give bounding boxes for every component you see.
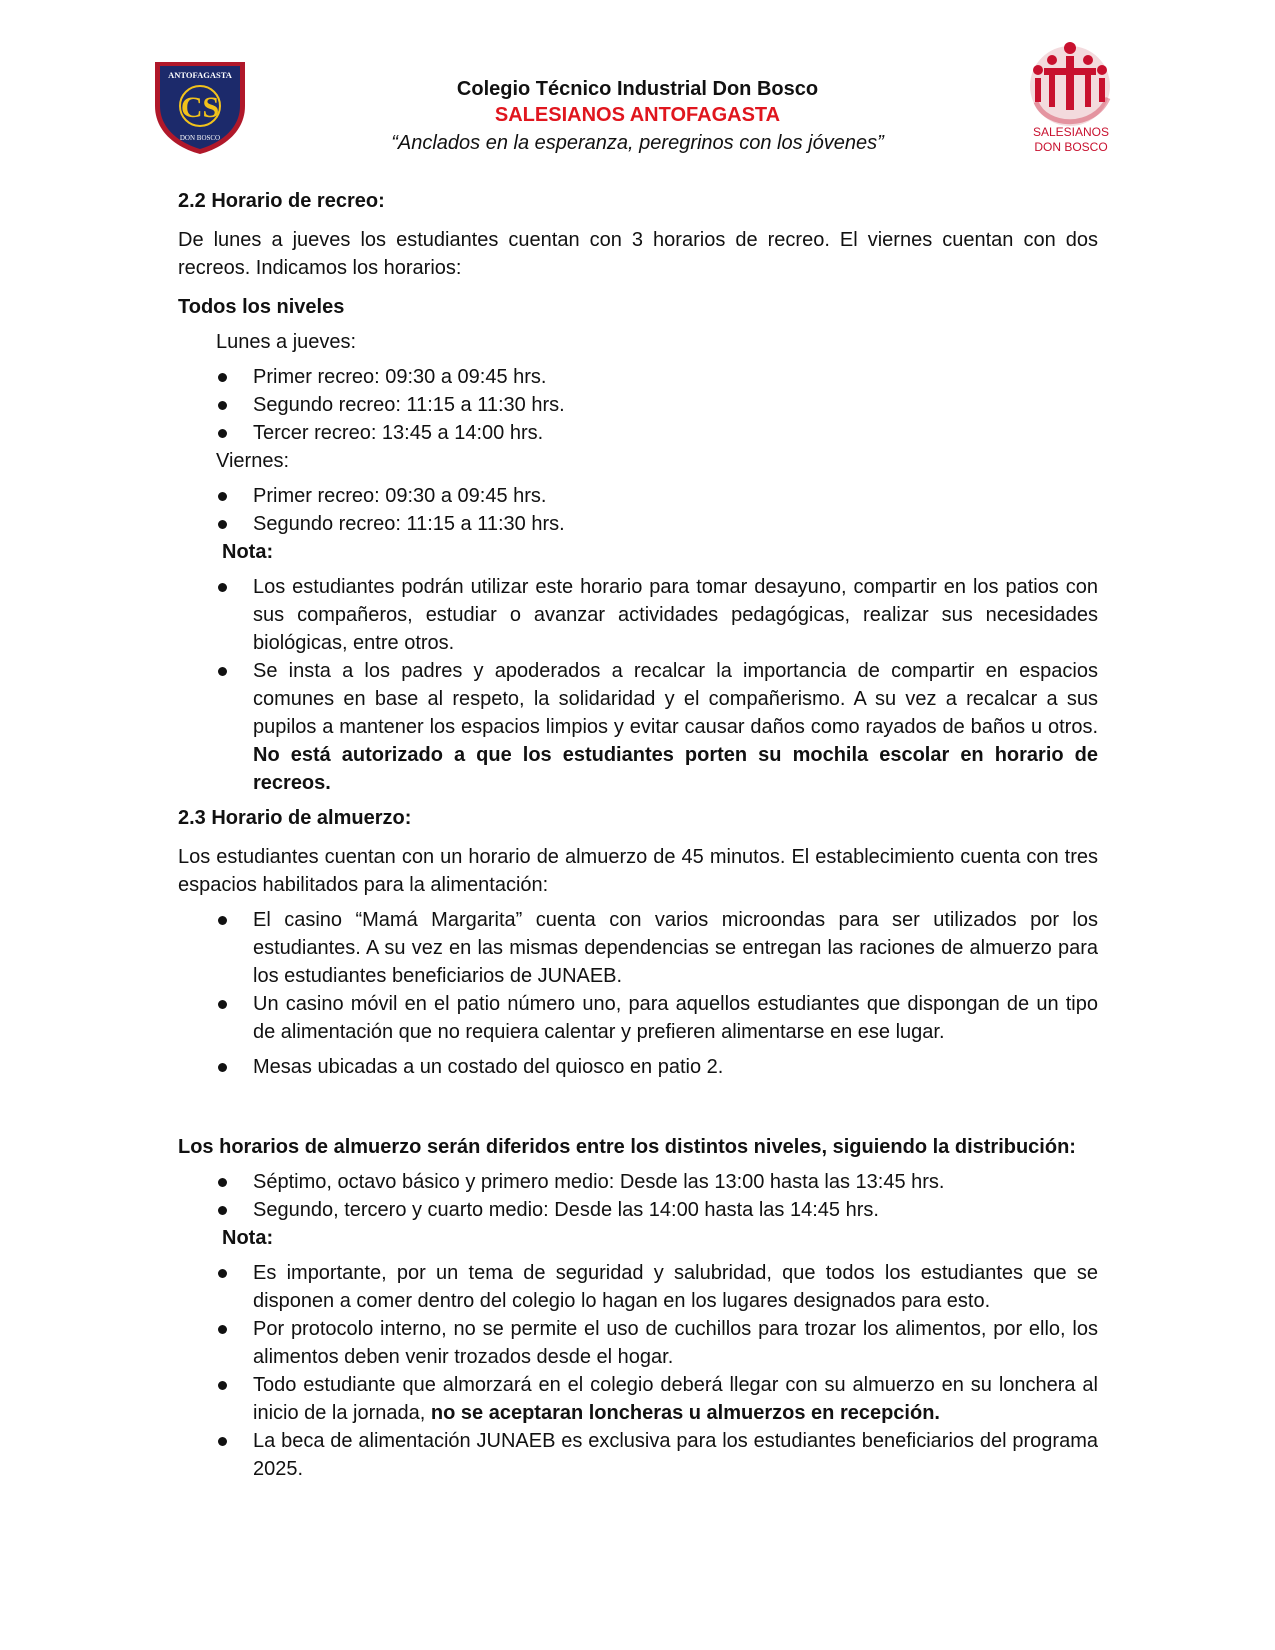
bullet-icon: [218, 520, 227, 529]
school-subtitle: SALESIANOS ANTOFAGASTA: [494, 104, 781, 126]
section-heading-recreo: 2.2 Horario de recreo:: [178, 190, 385, 212]
section-heading-almuerzo: 2.3 Horario de almuerzo:: [178, 807, 412, 829]
bullet-icon: [218, 916, 227, 925]
list-item: Mesas ubicadas a un costado del quiosco en patio 2.: [178, 1053, 1098, 1081]
document-body: [178, 187, 1098, 1483]
list-item: La beca de alimentación JUNAEB es exclusiva para los estudiantes beneficiarios del programa 2025.: [178, 1427, 1098, 1483]
mon-thu-list: [178, 363, 1098, 447]
eating-spaces-list: [178, 906, 1098, 1081]
almuerzo-intro: Los estudiantes cuentan con un horario de almuerzo de 45 minutos. El establecimiento cuenta con tres espacios habilitados para la alimentación:: [178, 846, 1098, 896]
list-item: Todo estudiante que almorzará en el colegio deberá llegar con su almuerzo en su lonchera al inicio de la jornada, no se aceptaran loncheras u almuerzos en recepción.: [178, 1371, 1098, 1427]
salesianos-logo: [1016, 40, 1126, 160]
bullet-icon: [218, 1178, 227, 1187]
list-item: Es importante, por un tema de seguridad y salubridad, que todos los estudiantes que se disponen a comer dentro del colegio lo hagan en los lugares designados para esto.: [178, 1259, 1098, 1315]
all-levels-label: Todos los niveles: [178, 296, 345, 318]
list-item: El casino “Mamá Margarita” cuenta con varios microondas para ser utilizados por los estudiantes. A su vez en las mismas dependencias se entregan las raciones de almuerzo para los estudiantes beneficiarios de JUNAEB.: [178, 906, 1098, 990]
header: [300, 76, 975, 158]
list-item: Los estudiantes podrán utilizar este horario para tomar desayuno, compartir en los patios con sus compañeros, estudiar o avanzar actividades pedagógicas, realizar sus necesidades biológicas, entre otros.: [178, 573, 1098, 657]
list-item: Séptimo, octavo básico y primero medio: Desde las 13:00 hasta las 13:45 hrs.: [178, 1168, 1098, 1196]
bullet-icon: [218, 1437, 227, 1446]
list-item: Tercer recreo: 13:45 a 14:00 hrs.: [178, 419, 1098, 447]
bullet-icon: [218, 1325, 227, 1334]
list-item: Segundo, tercero y cuarto medio: Desde las 14:00 hasta las 14:45 hrs.: [178, 1196, 1098, 1224]
school-name: Colegio Técnico Industrial Don Bosco: [456, 78, 819, 100]
list-item: Primer recreo: 09:30 a 09:45 hrs.: [178, 482, 1098, 510]
recreo-notes: [178, 573, 1098, 797]
fri-label: Viernes:: [216, 450, 290, 472]
bullet-icon: [218, 1206, 227, 1215]
almuerzo-notes: [178, 1259, 1098, 1483]
school-shield-logo: [153, 56, 247, 156]
logo-top-text: ANTOFAGASTA: [168, 70, 232, 80]
school-motto: “Anclados en la esperanza, peregrinos con los jóvenes”: [391, 132, 884, 154]
bullet-icon: [218, 401, 227, 410]
list-item: Primer recreo: 09:30 a 09:45 hrs.: [178, 363, 1098, 391]
logo-line1: SALESIANOS: [1032, 125, 1110, 139]
bullet-icon: [218, 429, 227, 438]
nota-label: Nota:: [222, 541, 274, 563]
bullet-icon: [218, 373, 227, 382]
nota-label: Nota:: [222, 1227, 274, 1249]
bullet-icon: [218, 1381, 227, 1390]
bullet-icon: [218, 492, 227, 501]
recreo-intro: De lunes a jueves los estudiantes cuentan con 3 horarios de recreo. El viernes cuentan con dos recreos. Indicamos los horarios:: [178, 229, 1098, 279]
bullet-icon: [218, 583, 227, 592]
list-item: Segundo recreo: 11:15 a 11:30 hrs.: [178, 391, 1098, 419]
bullet-icon: [218, 1000, 227, 1009]
distribution-heading: Los horarios de almuerzo serán diferidos entre los distintos niveles, siguiendo la distribución:: [178, 1136, 1076, 1158]
distribution-list: [178, 1168, 1098, 1224]
list-item: Se insta a los padres y apoderados a recalcar la importancia de compartir en espacios comunes en base al respeto, la solidaridad y el compañerismo. A su vez a recalcar a sus pupilos a mantener los espacios limpios y evitar causar daños como rayados de baños u otros. No está autorizado a que los estudiantes porten su mochila escolar en horario de recreos.: [178, 657, 1098, 797]
list-item: Un casino móvil en el patio número uno, para aquellos estudiantes que dispongan de un tipo de alimentación que no requiera calentar y prefieren alimentarse en ese lugar.: [178, 990, 1098, 1046]
logo-monogram: CS: [180, 91, 220, 124]
fri-list: [178, 482, 1098, 538]
mon-thu-label: Lunes a jueves:: [216, 331, 357, 353]
list-item: Segundo recreo: 11:15 a 11:30 hrs.: [178, 510, 1098, 538]
bullet-icon: [218, 1063, 227, 1072]
bullet-icon: [218, 1269, 227, 1278]
list-item: Por protocolo interno, no se permite el uso de cuchillos para trozar los alimentos, por ello, los alimentos deben venir trozados desde el hogar.: [178, 1315, 1098, 1371]
logo-bottom-text: DON BOSCO: [179, 134, 221, 142]
bullet-icon: [218, 667, 227, 676]
logo-line2: DON BOSCO: [1034, 140, 1108, 154]
